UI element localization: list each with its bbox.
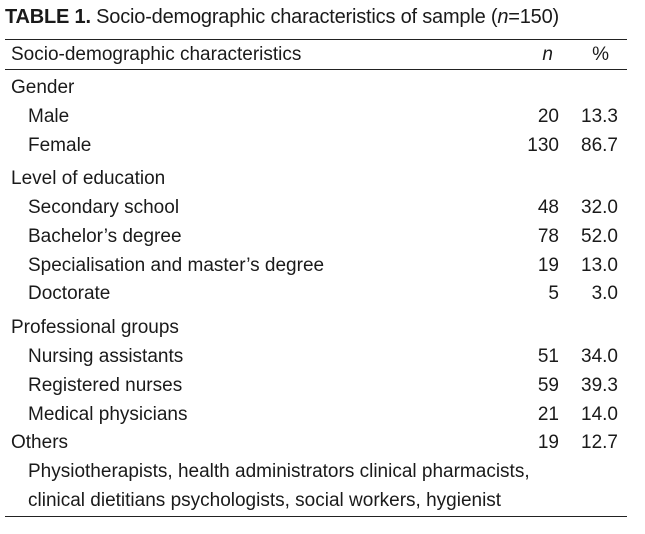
table-row-group-gender [0, 75, 645, 101]
row-percent: 13.3 [581, 106, 618, 127]
row-percent: 13.0 [581, 255, 618, 276]
row-label: Level of education [11, 168, 166, 189]
row-percent: 86.7 [581, 135, 618, 156]
row-label: Bachelor’s degree [28, 226, 182, 247]
table-row-others-note-2 [0, 488, 645, 514]
row-label: Specialisation and master’s degree [28, 255, 325, 276]
header-characteristics: Socio-demographic characteristics [11, 44, 302, 65]
row-n: 19 [537, 432, 559, 453]
row-percent: 32.0 [581, 197, 618, 218]
table-top-rule [5, 39, 627, 40]
row-percent: 12.7 [581, 432, 618, 453]
table-header-row [0, 42, 645, 68]
row-label: Physiotherapists, health administrators clinical pharmacists, [28, 461, 530, 482]
row-n: 19 [537, 255, 559, 276]
row-label: Professional groups [11, 317, 179, 338]
row-label: Secondary school [28, 197, 180, 218]
row-n: 78 [537, 226, 559, 247]
row-label: Medical physicians [28, 404, 188, 425]
table-row-male [0, 104, 645, 130]
row-n: 130 [527, 135, 559, 156]
row-label: Doctorate [28, 283, 111, 304]
row-label: Others [11, 432, 69, 453]
table-row-group-professional [0, 315, 645, 341]
row-percent: 34.0 [581, 346, 618, 367]
table-row-masters [0, 253, 645, 279]
table-row-secondary-school [0, 195, 645, 221]
row-label: Gender [11, 77, 75, 98]
table-row-group-education [0, 166, 645, 192]
table-row-bachelors [0, 224, 645, 250]
table-row-nursing-assistants [0, 344, 645, 370]
row-percent: 3.0 [591, 283, 618, 304]
table-row-registered-nurses [0, 373, 645, 399]
row-n: 59 [537, 375, 559, 396]
header-percent: % [592, 44, 609, 65]
table-bottom-rule [5, 516, 627, 517]
row-percent: 52.0 [581, 226, 618, 247]
table-header-rule [5, 69, 627, 70]
row-label: Female [28, 135, 92, 156]
row-n: 48 [537, 197, 559, 218]
caption-label: TABLE 1. [5, 6, 91, 28]
caption-n-symbol: n [497, 6, 509, 28]
row-label: Nursing assistants [28, 346, 184, 367]
caption-text-before: Socio-demographic characteristics of sample ( [96, 6, 498, 28]
row-percent: 14.0 [581, 404, 618, 425]
row-n: 5 [548, 283, 559, 304]
table-row-doctorate [0, 281, 645, 307]
caption-text-after: =150) [508, 6, 559, 28]
table-row-female [0, 133, 645, 159]
row-label: Male [28, 106, 70, 127]
row-percent: 39.3 [581, 375, 618, 396]
table-row-others-note-1 [0, 459, 645, 485]
row-n: 21 [537, 404, 559, 425]
row-label: Registered nurses [28, 375, 183, 396]
row-label: clinical dietitians psychologists, social workers, hygienist [28, 490, 502, 511]
table-row-medical-physicians [0, 402, 645, 428]
table-caption [5, 6, 559, 29]
table-row-others [0, 430, 645, 456]
header-n: n [542, 44, 553, 65]
row-n: 20 [537, 106, 559, 127]
row-n: 51 [537, 346, 559, 367]
